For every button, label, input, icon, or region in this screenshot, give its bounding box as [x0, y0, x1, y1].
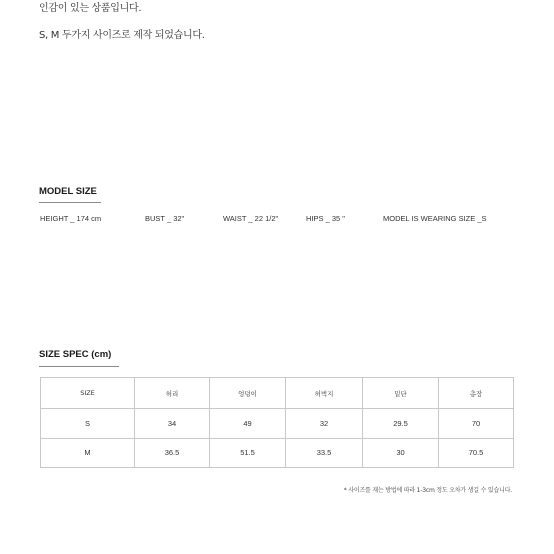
cell-hem: 29.5: [363, 409, 439, 439]
header-size: SIZE: [41, 378, 135, 409]
table-row: [41, 409, 514, 439]
measurement-footnote: * 사이즈를 재는 방법에 따라 1-3cm 정도 오차가 생길 수 있습니다.: [343, 487, 512, 494]
model-bust: BUST _ 32": [145, 214, 185, 223]
table-header-row: [41, 378, 514, 409]
cell-thigh: 33.5: [286, 438, 363, 468]
cell-size: M: [41, 438, 135, 468]
cell-length: 70: [439, 409, 514, 439]
table-row: [41, 438, 514, 468]
cell-length: 70.5: [439, 438, 514, 468]
size-spec-title: SIZE SPEC (cm): [39, 349, 112, 360]
cell-size: S: [41, 409, 135, 439]
intro-line-2: S, M 두가지 사이즈로 제작 되었습니다.: [39, 30, 205, 41]
cell-waist: 36.5: [135, 438, 210, 468]
header-hip: 엉덩이: [210, 378, 286, 409]
header-waist: 허리: [135, 378, 210, 409]
header-hem: 밑단: [363, 378, 439, 409]
cell-waist: 34: [135, 409, 210, 439]
model-size-title: MODEL SIZE: [39, 186, 97, 197]
model-waist: WAIST _ 22 1/2": [223, 214, 279, 223]
header-thigh: 허벅지: [286, 378, 363, 409]
size-spec-table: [40, 377, 514, 468]
model-hips: HIPS _ 35 ": [306, 214, 345, 223]
cell-thigh: 32: [286, 409, 363, 439]
cell-hip: 51.5: [210, 438, 286, 468]
intro-line-1: 인감이 있는 상품입니다.: [39, 3, 142, 14]
model-wearing-size: MODEL IS WEARING SIZE _S: [383, 214, 487, 223]
cell-hip: 49: [210, 409, 286, 439]
size-spec-underline: [39, 366, 119, 367]
model-size-underline: [39, 202, 101, 203]
header-length: 총장: [439, 378, 514, 409]
cell-hem: 30: [363, 438, 439, 468]
model-height: HEIGHT _ 174 cm: [40, 214, 102, 223]
